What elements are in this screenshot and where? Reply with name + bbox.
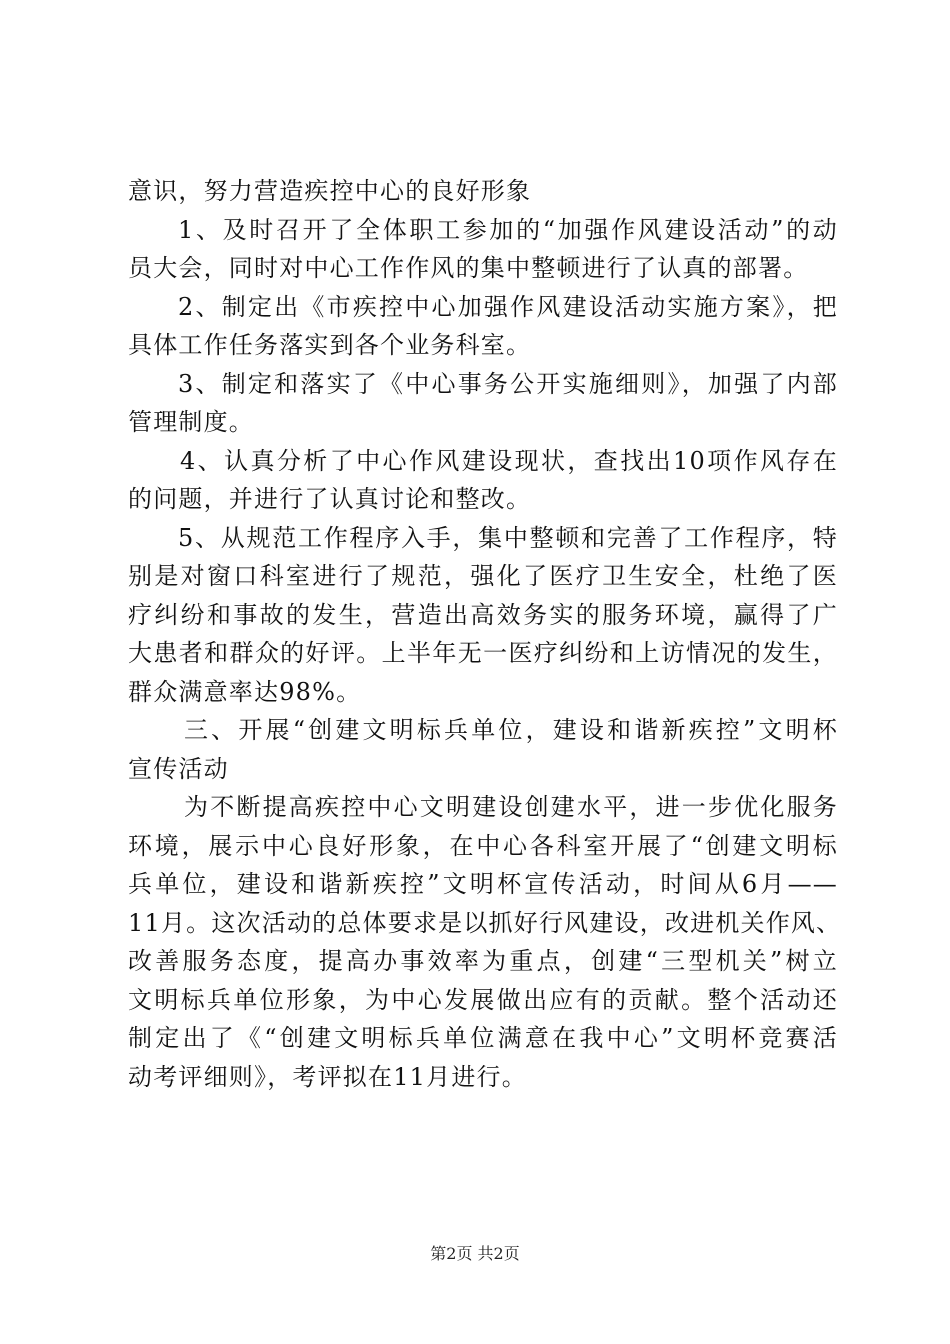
text-line: 5、从规范工作程序入手，集中整顿和完善了工作程序，特	[178, 523, 838, 552]
text-line: 为不断提高疾控中心文明建设创建水平，进一步优化服务	[184, 793, 838, 821]
text-line: 意识，努力营造疾控中心的良好形象	[128, 177, 532, 205]
text-line: 群众满意率达98%。	[128, 677, 362, 706]
text-line: 11月。这次活动的总体要求是以抓好行风建设，改进机关作风、	[128, 908, 842, 937]
text-line: 3、制定和落实了《中心事务公开实施细则》，加强了内部	[178, 369, 838, 398]
text-line: 员大会，同时对中心工作作风的集中整顿进行了认真的部署。	[128, 254, 809, 282]
text-line: 2、制定出《市疾控中心加强作风建设活动实施方案》，把	[178, 292, 838, 321]
text-line: 环境，展示中心良好形象，在中心各科室开展了“创建文明标	[128, 831, 838, 860]
text-line: 疗纠纷和事故的发生，营造出高效务实的服务环境，赢得了广	[128, 600, 838, 629]
text-line: 宣传活动	[128, 754, 229, 783]
text-line: 制定出了《“创建文明标兵单位满意在我中心”文明杯竞赛活	[128, 1024, 838, 1052]
text-line: 改善服务态度，提高办事效率为重点，创建“三型机关”树立	[128, 947, 838, 975]
page-footer: 第2页 共2页	[430, 1244, 520, 1263]
text-line: 的问题，并进行了认真讨论和整改。	[128, 485, 532, 513]
text-line: 兵单位，建设和谐新疾控”文明杯宣传活动，时间从6月——	[128, 870, 838, 898]
text-line: 具体工作任务落实到各个业务科室。	[128, 331, 532, 359]
text-line: 大患者和群众的好评。上半年无一医疗纠纷和上访情况的发生，	[128, 639, 838, 667]
text-line: 1、及时召开了全体职工参加的“加强作风建设活动”的动	[178, 215, 838, 244]
text-line: 管理制度。	[128, 408, 254, 436]
text-line: 动考评细则》，考评拟在11月进行。	[128, 1062, 527, 1091]
document-body	[128, 172, 842, 1096]
text-line: 文明标兵单位形象，为中心发展做出应有的贡献。整个活动还	[128, 985, 838, 1014]
text-line: 别是对窗口科室进行了规范，强化了医疗卫生安全，杜绝了医	[128, 562, 838, 590]
text-line: 4、认真分析了中心作风建设现状，查找出10项作风存在	[180, 446, 838, 475]
text-line: 三、开展“创建文明标兵单位，建设和谐新疾控”文明杯	[184, 716, 838, 744]
